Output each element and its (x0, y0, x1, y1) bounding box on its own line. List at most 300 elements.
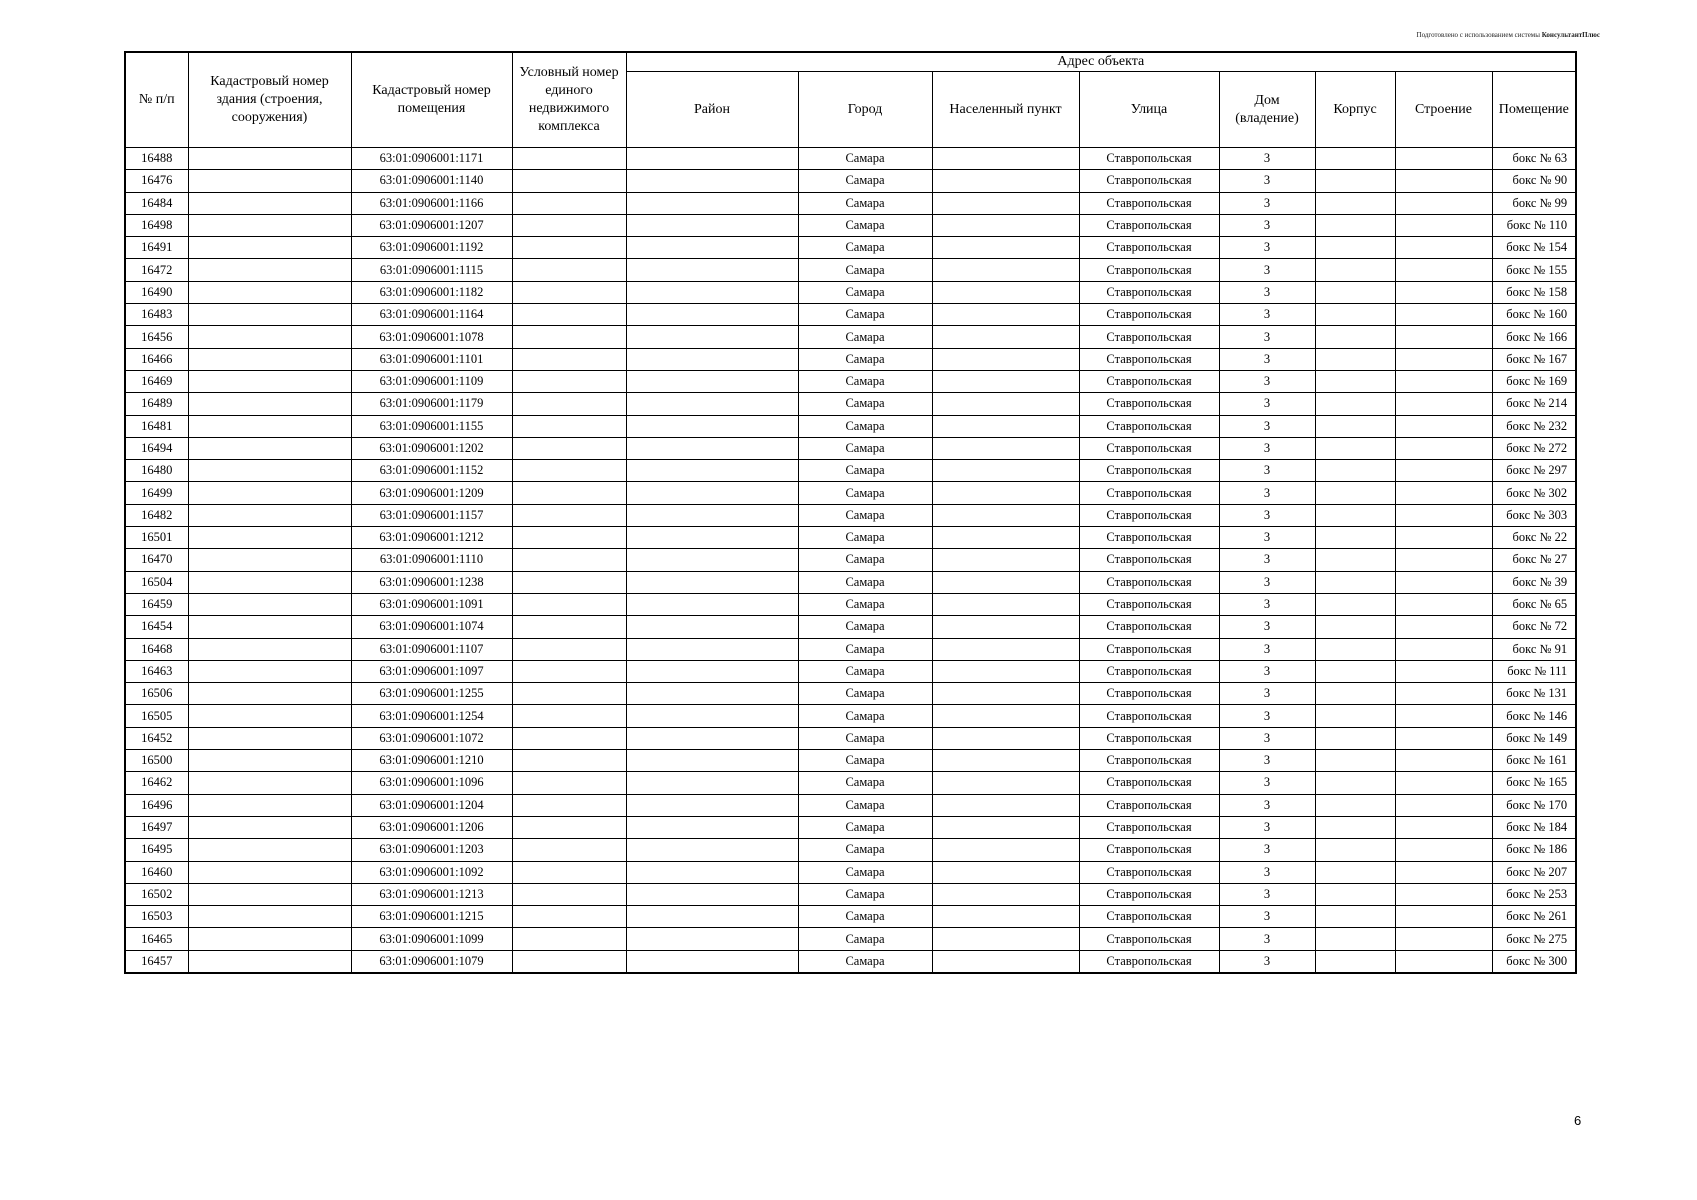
cell-settlement (932, 170, 1079, 192)
cell-complex-number (512, 259, 626, 281)
cell-house: 3 (1219, 883, 1315, 905)
table-row (125, 415, 1576, 437)
cell-house: 3 (1219, 861, 1315, 883)
premises-register-table (124, 51, 1577, 974)
table-row (125, 504, 1576, 526)
cell-settlement (932, 928, 1079, 950)
cell-premises-cadastral: 63:01:0906001:1107 (351, 638, 512, 660)
cell-complex-number (512, 214, 626, 236)
cell-premises-cadastral: 63:01:0906001:1074 (351, 616, 512, 638)
cell-settlement (932, 816, 1079, 838)
cell-room: бокс № 297 (1492, 460, 1576, 482)
cell-room: бокс № 232 (1492, 415, 1576, 437)
cell-premises-cadastral: 63:01:0906001:1182 (351, 281, 512, 303)
table-row (125, 750, 1576, 772)
table-row (125, 170, 1576, 192)
cell-structure (1395, 794, 1492, 816)
cell-city: Самара (798, 883, 932, 905)
cell-num: 16472 (125, 259, 188, 281)
col-header-street: Улица (1079, 72, 1219, 148)
cell-settlement (932, 950, 1079, 973)
cell-complex-number (512, 861, 626, 883)
cell-building-cadastral (188, 705, 351, 727)
cell-room: бокс № 214 (1492, 393, 1576, 415)
cell-num: 16463 (125, 660, 188, 682)
cell-structure (1395, 839, 1492, 861)
cell-block (1315, 259, 1395, 281)
cell-structure (1395, 571, 1492, 593)
cell-structure (1395, 616, 1492, 638)
cell-premises-cadastral: 63:01:0906001:1206 (351, 816, 512, 838)
cell-building-cadastral (188, 772, 351, 794)
cell-structure (1395, 660, 1492, 682)
cell-complex-number (512, 393, 626, 415)
cell-structure (1395, 883, 1492, 905)
cell-num: 16501 (125, 527, 188, 549)
cell-house: 3 (1219, 549, 1315, 571)
cell-num: 16465 (125, 928, 188, 950)
cell-building-cadastral (188, 415, 351, 437)
cell-block (1315, 304, 1395, 326)
cell-room: бокс № 302 (1492, 482, 1576, 504)
col-header-num: № п/п (125, 52, 188, 148)
cell-premises-cadastral: 63:01:0906001:1101 (351, 348, 512, 370)
cell-settlement (932, 527, 1079, 549)
cell-room: бокс № 261 (1492, 906, 1576, 928)
cell-num: 16483 (125, 304, 188, 326)
cell-street: Ставропольская (1079, 437, 1219, 459)
cell-house: 3 (1219, 593, 1315, 615)
cell-structure (1395, 750, 1492, 772)
table-row (125, 906, 1576, 928)
cell-complex-number (512, 460, 626, 482)
cell-block (1315, 660, 1395, 682)
cell-city: Самара (798, 192, 932, 214)
cell-building-cadastral (188, 750, 351, 772)
cell-house: 3 (1219, 415, 1315, 437)
cell-block (1315, 593, 1395, 615)
cell-house: 3 (1219, 527, 1315, 549)
cell-block (1315, 883, 1395, 905)
cell-building-cadastral (188, 504, 351, 526)
table-row (125, 816, 1576, 838)
cell-settlement (932, 281, 1079, 303)
cell-city: Самара (798, 616, 932, 638)
table-row (125, 214, 1576, 236)
col-header-house: Дом (владение) (1219, 72, 1315, 148)
cell-settlement (932, 482, 1079, 504)
cell-structure (1395, 348, 1492, 370)
cell-house: 3 (1219, 571, 1315, 593)
cell-structure (1395, 527, 1492, 549)
table-row (125, 861, 1576, 883)
cell-structure (1395, 727, 1492, 749)
cell-room: бокс № 184 (1492, 816, 1576, 838)
cell-complex-number (512, 772, 626, 794)
cell-street: Ставропольская (1079, 683, 1219, 705)
cell-num: 16476 (125, 170, 188, 192)
cell-district (626, 816, 798, 838)
cell-num: 16481 (125, 415, 188, 437)
cell-complex-number (512, 504, 626, 526)
cell-num: 16499 (125, 482, 188, 504)
cell-complex-number (512, 348, 626, 370)
cell-structure (1395, 214, 1492, 236)
cell-room: бокс № 90 (1492, 170, 1576, 192)
cell-district (626, 237, 798, 259)
cell-premises-cadastral: 63:01:0906001:1099 (351, 928, 512, 950)
cell-district (626, 660, 798, 682)
cell-num: 16469 (125, 370, 188, 392)
cell-block (1315, 794, 1395, 816)
cell-complex-number (512, 839, 626, 861)
cell-structure (1395, 928, 1492, 950)
cell-city: Самара (798, 259, 932, 281)
cell-num: 16462 (125, 772, 188, 794)
cell-structure (1395, 482, 1492, 504)
cell-block (1315, 571, 1395, 593)
cell-house: 3 (1219, 348, 1315, 370)
cell-num: 16470 (125, 549, 188, 571)
cell-district (626, 415, 798, 437)
cell-street: Ставропольская (1079, 839, 1219, 861)
cell-street: Ставропольская (1079, 482, 1219, 504)
table-row (125, 259, 1576, 281)
cell-room: бокс № 165 (1492, 772, 1576, 794)
cell-street: Ставропольская (1079, 304, 1219, 326)
cell-structure (1395, 415, 1492, 437)
cell-premises-cadastral: 63:01:0906001:1152 (351, 460, 512, 482)
cell-building-cadastral (188, 527, 351, 549)
cell-structure (1395, 861, 1492, 883)
cell-premises-cadastral: 63:01:0906001:1079 (351, 950, 512, 973)
cell-city: Самара (798, 281, 932, 303)
cell-structure (1395, 460, 1492, 482)
cell-building-cadastral (188, 192, 351, 214)
cell-building-cadastral (188, 816, 351, 838)
cell-settlement (932, 370, 1079, 392)
cell-city: Самара (798, 549, 932, 571)
cell-district (626, 750, 798, 772)
cell-structure (1395, 259, 1492, 281)
col-header-city: Город (798, 72, 932, 148)
cell-house: 3 (1219, 237, 1315, 259)
cell-city: Самара (798, 593, 932, 615)
cell-city: Самара (798, 683, 932, 705)
cell-city: Самара (798, 348, 932, 370)
cell-building-cadastral (188, 638, 351, 660)
cell-num: 16504 (125, 571, 188, 593)
cell-block (1315, 906, 1395, 928)
cell-street: Ставропольская (1079, 950, 1219, 973)
cell-num: 16468 (125, 638, 188, 660)
cell-complex-number (512, 571, 626, 593)
cell-district (626, 482, 798, 504)
cell-settlement (932, 616, 1079, 638)
cell-street: Ставропольская (1079, 326, 1219, 348)
table-row (125, 393, 1576, 415)
cell-district (626, 950, 798, 973)
cell-block (1315, 460, 1395, 482)
cell-settlement (932, 861, 1079, 883)
cell-district (626, 370, 798, 392)
cell-district (626, 928, 798, 950)
cell-premises-cadastral: 63:01:0906001:1209 (351, 482, 512, 504)
cell-complex-number (512, 148, 626, 170)
cell-building-cadastral (188, 727, 351, 749)
cell-num: 16459 (125, 593, 188, 615)
cell-building-cadastral (188, 616, 351, 638)
cell-city: Самара (798, 950, 932, 973)
table-row (125, 727, 1576, 749)
cell-room: бокс № 303 (1492, 504, 1576, 526)
cell-block (1315, 148, 1395, 170)
cell-complex-number (512, 593, 626, 615)
cell-structure (1395, 950, 1492, 973)
cell-house: 3 (1219, 281, 1315, 303)
cell-block (1315, 415, 1395, 437)
cell-block (1315, 861, 1395, 883)
cell-block (1315, 705, 1395, 727)
cell-district (626, 460, 798, 482)
cell-settlement (932, 214, 1079, 236)
cell-block (1315, 549, 1395, 571)
cell-district (626, 593, 798, 615)
cell-city: Самара (798, 326, 932, 348)
cell-block (1315, 527, 1395, 549)
cell-district (626, 214, 798, 236)
cell-city: Самара (798, 727, 932, 749)
cell-street: Ставропольская (1079, 281, 1219, 303)
cell-district (626, 259, 798, 281)
cell-complex-number (512, 750, 626, 772)
cell-district (626, 170, 798, 192)
cell-settlement (932, 460, 1079, 482)
cell-structure (1395, 237, 1492, 259)
cell-complex-number (512, 370, 626, 392)
cell-building-cadastral (188, 549, 351, 571)
cell-district (626, 326, 798, 348)
cell-complex-number (512, 727, 626, 749)
cell-num: 16490 (125, 281, 188, 303)
cell-district (626, 192, 798, 214)
cell-settlement (932, 772, 1079, 794)
cell-street: Ставропольская (1079, 148, 1219, 170)
cell-num: 16497 (125, 816, 188, 838)
cell-premises-cadastral: 63:01:0906001:1097 (351, 660, 512, 682)
cell-settlement (932, 549, 1079, 571)
cell-building-cadastral (188, 148, 351, 170)
cell-structure (1395, 170, 1492, 192)
cell-block (1315, 816, 1395, 838)
cell-num: 16491 (125, 237, 188, 259)
cell-street: Ставропольская (1079, 415, 1219, 437)
cell-room: бокс № 99 (1492, 192, 1576, 214)
cell-street: Ставропольская (1079, 527, 1219, 549)
cell-structure (1395, 816, 1492, 838)
cell-num: 16482 (125, 504, 188, 526)
cell-premises-cadastral: 63:01:0906001:1192 (351, 237, 512, 259)
cell-block (1315, 214, 1395, 236)
cell-complex-number (512, 638, 626, 660)
cell-premises-cadastral: 63:01:0906001:1166 (351, 192, 512, 214)
cell-house: 3 (1219, 170, 1315, 192)
cell-block (1315, 683, 1395, 705)
cell-room: бокс № 39 (1492, 571, 1576, 593)
cell-city: Самара (798, 237, 932, 259)
cell-room: бокс № 161 (1492, 750, 1576, 772)
cell-premises-cadastral: 63:01:0906001:1255 (351, 683, 512, 705)
table-row (125, 683, 1576, 705)
page-number: 6 (1574, 1113, 1582, 1128)
cell-num: 16466 (125, 348, 188, 370)
cell-street: Ставропольская (1079, 393, 1219, 415)
cell-house: 3 (1219, 794, 1315, 816)
table-row (125, 370, 1576, 392)
col-header-complex-number: Условный номер единого недвижимого комплекса (512, 52, 626, 148)
cell-room: бокс № 27 (1492, 549, 1576, 571)
cell-structure (1395, 281, 1492, 303)
cell-structure (1395, 437, 1492, 459)
cell-street: Ставропольская (1079, 705, 1219, 727)
cell-city: Самара (798, 750, 932, 772)
cell-house: 3 (1219, 393, 1315, 415)
cell-district (626, 527, 798, 549)
cell-num: 16484 (125, 192, 188, 214)
cell-building-cadastral (188, 683, 351, 705)
cell-block (1315, 638, 1395, 660)
cell-city: Самара (798, 170, 932, 192)
cell-building-cadastral (188, 482, 351, 504)
cell-room: бокс № 167 (1492, 348, 1576, 370)
cell-block (1315, 482, 1395, 504)
cell-building-cadastral (188, 281, 351, 303)
cell-street: Ставропольская (1079, 192, 1219, 214)
cell-street: Ставропольская (1079, 170, 1219, 192)
cell-district (626, 571, 798, 593)
cell-room: бокс № 253 (1492, 883, 1576, 905)
cell-settlement (932, 750, 1079, 772)
table-header (125, 52, 1576, 148)
cell-house: 3 (1219, 950, 1315, 973)
cell-num: 16480 (125, 460, 188, 482)
cell-room: бокс № 169 (1492, 370, 1576, 392)
table-row (125, 616, 1576, 638)
cell-street: Ставропольская (1079, 571, 1219, 593)
cell-city: Самара (798, 393, 932, 415)
cell-district (626, 906, 798, 928)
cell-city: Самара (798, 660, 932, 682)
cell-block (1315, 281, 1395, 303)
cell-room: бокс № 149 (1492, 727, 1576, 749)
cell-room: бокс № 158 (1492, 281, 1576, 303)
cell-structure (1395, 593, 1492, 615)
cell-premises-cadastral: 63:01:0906001:1155 (351, 415, 512, 437)
cell-street: Ставропольская (1079, 928, 1219, 950)
cell-block (1315, 237, 1395, 259)
cell-num: 16496 (125, 794, 188, 816)
table-row (125, 593, 1576, 615)
cell-district (626, 772, 798, 794)
cell-block (1315, 772, 1395, 794)
cell-district (626, 348, 798, 370)
cell-settlement (932, 727, 1079, 749)
cell-city: Самара (798, 437, 932, 459)
cell-premises-cadastral: 63:01:0906001:1215 (351, 906, 512, 928)
cell-district (626, 549, 798, 571)
cell-street: Ставропольская (1079, 727, 1219, 749)
cell-house: 3 (1219, 504, 1315, 526)
cell-settlement (932, 393, 1079, 415)
cell-structure (1395, 393, 1492, 415)
cell-city: Самара (798, 772, 932, 794)
cell-building-cadastral (188, 437, 351, 459)
cell-street: Ставропольская (1079, 816, 1219, 838)
cell-complex-number (512, 928, 626, 950)
cell-settlement (932, 883, 1079, 905)
cell-settlement (932, 437, 1079, 459)
cell-settlement (932, 237, 1079, 259)
cell-district (626, 683, 798, 705)
cell-street: Ставропольская (1079, 593, 1219, 615)
cell-building-cadastral (188, 950, 351, 973)
cell-complex-number (512, 660, 626, 682)
table-row (125, 549, 1576, 571)
cell-district (626, 883, 798, 905)
cell-complex-number (512, 794, 626, 816)
table-row (125, 928, 1576, 950)
cell-complex-number (512, 482, 626, 504)
table-row (125, 192, 1576, 214)
cell-city: Самара (798, 906, 932, 928)
cell-structure (1395, 304, 1492, 326)
cell-room: бокс № 272 (1492, 437, 1576, 459)
table-row (125, 148, 1576, 170)
cell-city: Самара (798, 861, 932, 883)
cell-city: Самара (798, 415, 932, 437)
cell-street: Ставропольская (1079, 883, 1219, 905)
cell-num: 16457 (125, 950, 188, 973)
cell-district (626, 393, 798, 415)
cell-settlement (932, 504, 1079, 526)
cell-house: 3 (1219, 638, 1315, 660)
cell-num: 16502 (125, 883, 188, 905)
cell-settlement (932, 638, 1079, 660)
cell-city: Самара (798, 839, 932, 861)
cell-premises-cadastral: 63:01:0906001:1238 (351, 571, 512, 593)
cell-block (1315, 393, 1395, 415)
cell-building-cadastral (188, 237, 351, 259)
cell-house: 3 (1219, 214, 1315, 236)
cell-complex-number (512, 549, 626, 571)
cell-complex-number (512, 950, 626, 973)
table-row (125, 281, 1576, 303)
cell-street: Ставропольская (1079, 861, 1219, 883)
cell-complex-number (512, 326, 626, 348)
prepared-with-note (1417, 31, 1600, 39)
cell-settlement (932, 683, 1079, 705)
cell-house: 3 (1219, 148, 1315, 170)
cell-city: Самара (798, 460, 932, 482)
cell-settlement (932, 705, 1079, 727)
cell-structure (1395, 326, 1492, 348)
cell-block (1315, 839, 1395, 861)
cell-city: Самара (798, 148, 932, 170)
cell-district (626, 839, 798, 861)
cell-num: 16503 (125, 906, 188, 928)
table-row (125, 326, 1576, 348)
cell-street: Ставропольская (1079, 660, 1219, 682)
